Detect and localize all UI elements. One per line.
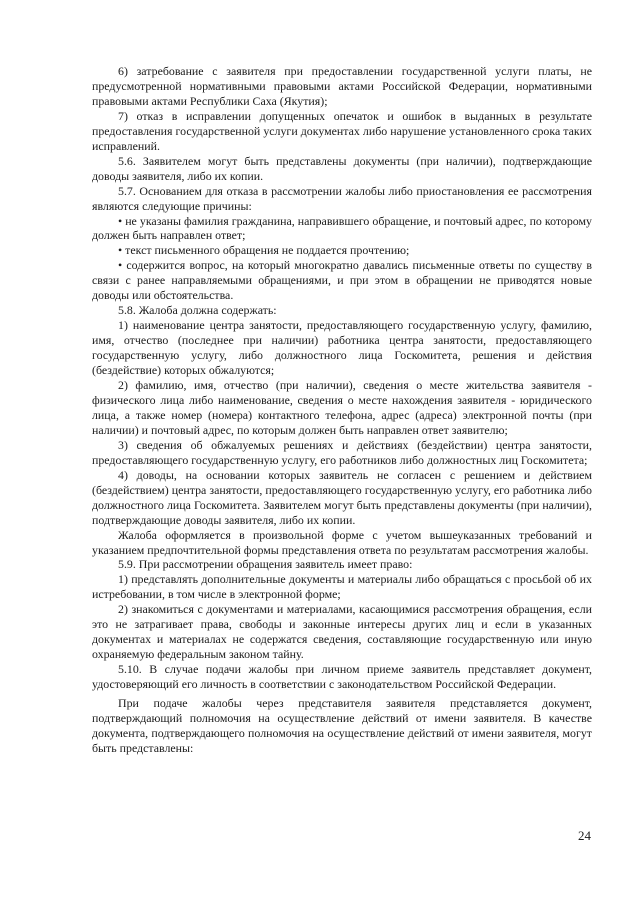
paragraph-5-9: 5.9. При рассмотрении обращения заявитель имеет право: xyxy=(118,557,413,572)
bullet-no-name-address: • не указаны фамилия гражданина, направившего обращение, и почтовый адрес, по которому должен быть направлен ответ; xyxy=(92,213,592,243)
right-item-2: 2) знакомиться с документами и материалами, касающимися рассмотрения обращения, если это не затрагивает права, свободы и законные интересы других лиц и если в указанных документах и материалах не содержатся сведения, составляющие государственную или иную охраняемую федеральным законом тайну. xyxy=(92,602,592,662)
paragraph-7-correction-refusal: 7) отказ в исправлении допущенных опечаток и ошибок в выданных в результате предоставления государственной услуги документах либо нарушение установленного срока таких исправлений. xyxy=(92,108,592,153)
right-item-1: 1) представлять дополнительные документы и материалы либо обращаться с просьбой об их истребовании, в том числе в электронной форме; xyxy=(92,572,592,602)
page-number: 24 xyxy=(578,828,591,843)
complaint-form-note: Жалоба оформляется в произвольной форме с учетом вышеуказанных требований и указанием предпочтительной формы представления ответа по результатам рассмотрения жалобы. xyxy=(92,527,592,557)
complaint-item-4: 4) доводы, на основании которых заявитель не согласен с решением и действием (бездействием) центра занятости, предоставляющего государственную услугу, его работника либо должностного лица Госкомитета. Заявителем могут быть представлены документы (при наличии), подтверждающие доводы заявителя, либо их копии. xyxy=(92,467,592,527)
representative-paragraph: При подаче жалобы через представителя заявителя представляется документ, подтверждающий полномочия на осуществление действий от имени заявителя. В качестве документа, подтверждающего полномочия на осуществление действий от имени заявителя, могут быть представлены: xyxy=(92,696,592,755)
complaint-item-2: 2) фамилию, имя, отчество (при наличии), сведения о месте жительства заявителя - физического лица либо наименование, сведения о месте нахождения заявителя - юридического лица, а также номер (номера) контактного телефона, адрес (адреса) электронной почты (при наличии) и почтовый адрес, по которым должен быть направлен ответ заявителю; xyxy=(92,378,592,437)
paragraph-5-7: 5.7. Основанием для отказа в рассмотрении жалобы либо приостановления ее рассмотрения являются следующие причины: xyxy=(92,183,592,213)
bullet-repeated-question: • содержится вопрос, на который многократно давались письменные ответы по существу в связи с ранее направляемыми обращениями, и при этом в обращении не приводятся новые доводы или обстоятельства. xyxy=(92,258,592,303)
paragraph-5-10: 5.10. В случае подачи жалобы при личном приеме заявитель представляет документ, удостоверяющий его личность в соответствии с законодательством Российской Федерации. xyxy=(92,662,592,692)
complaint-item-3: 3) сведения об обжалуемых решениях и действиях (бездействии) центра занятости, предоставляющего государственную услугу, его работников либо должностных лиц Госкомитета; xyxy=(92,437,592,467)
complaint-item-1: 1) наименование центра занятости, предоставляющего государственную услугу, фамилию, имя, отчество (последнее при наличии) работника центра занятости, предоставляющего государственную услугу, либо должностного лица Госкомитета, решения и действия (бездействие) которых обжалуются; xyxy=(92,318,592,378)
document-body xyxy=(92,64,592,756)
paragraph-5-8: 5.8. Жалоба должна содержать: xyxy=(118,303,277,318)
paragraph-6-fee-demand: 6) затребование с заявителя при предоставлении государственной услуги платы, не предусмотренной нормативными правовыми актами Российской Федерации, нормативными правовыми актами Республики Саха (Якутия); xyxy=(92,64,592,108)
bullet-unreadable-text: • текст письменного обращения не поддается прочтению; xyxy=(118,243,410,258)
paragraph-5-6: 5.6. Заявителем могут быть представлены документы (при наличии), подтверждающие доводы заявителя, либо их копии. xyxy=(92,153,592,183)
